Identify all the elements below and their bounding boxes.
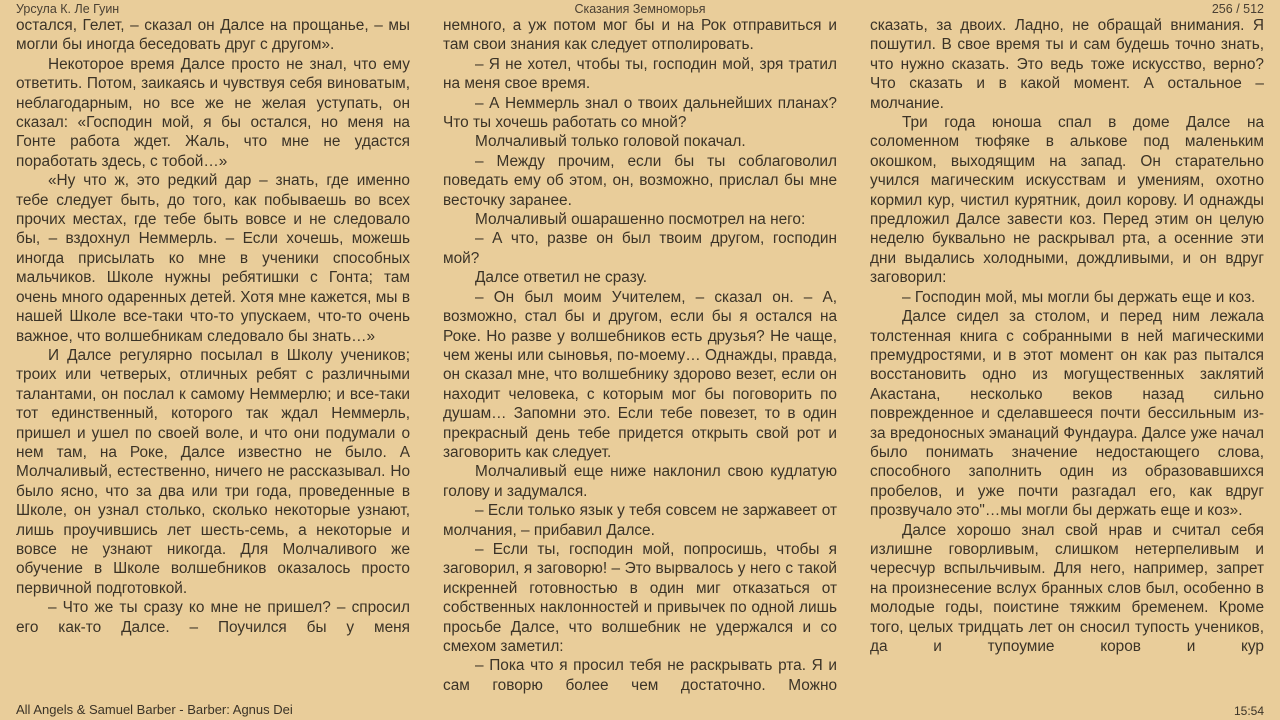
paragraph: Молчаливый еще ниже наклонил свою кудлатую голову и задумался. (443, 463, 837, 500)
paragraph: сказать, за двоих. Ладно, не обращай внимания. Я пошутил. В свое время ты и сам будешь точно знать, что нужно сказать. Это ведь тоже искусство, верно? Что сказать и в какой момент. А остальное – молчание. (870, 17, 1264, 112)
text-column-2 (443, 16, 837, 694)
paragraph: – Если ты, господин мой, попросишь, чтобы я заговорил, я заговорю! – Это вырвалось у него с такой искренней готовностью в один миг отказаться от собственных наклонностей и привычек по одной лишь просьбе Далсе, что волшебник не удержался и со смехом заметил: (443, 540, 837, 655)
paragraph: – А что, разве он был твоим другом, господин мой? (443, 230, 837, 267)
paragraph: – Что же ты сразу ко мне не пришел? – спросил его как-то Далсе. – Поучился бы у меня (16, 599, 410, 636)
paragraph: Некоторое время Далсе просто не знал, что ему ответить. Потом, заикаясь и чувствуя себя виноватым, неблагодарным, но все же не желая уступать, он сказал: «Господин мой, я бы остался, но меня на Гонте работа ждет. Жаль, что мне не удастся поработать здесь, с тобой…» (16, 55, 410, 170)
text-column-1 (16, 16, 410, 680)
paragraph: – Я не хотел, чтобы ты, господин мой, зря тратил на меня свое время. (443, 55, 837, 93)
paragraph: Три года юноша спал в доме Далсе на соломенном тюфяке в алькове под маленьким окошком, выходящим на запад. Он старательно учился магическим искусствам и умениям, охотно кормил кур, чистил курятник, доил корову. И однажды предложил Далсе завести коз. Перед этим он целую неделю буквально не раскрывал рта, а осенние эти дни выдались холодными, дождливыми, и он вдруг заговорил: (870, 114, 1264, 287)
paragraph: – Пока что я просил тебя не раскрывать рта. Я и сам говорю более чем достаточно. Можно (443, 657, 837, 694)
text-column-3 (870, 16, 1264, 680)
paragraph: И Далсе регулярно посылал в Школу учеников; троих или четверых, отличных ребят с различными талантами, он послал к самому Неммерлю; и все-таки тот единственный, которого так ждал Неммерль, пришел и ушел по своей воле, и что они подумали о нем там, на Роке, Далсе известно не было. А Молчаливый, естественно, ничего не рассказывал. Но было ясно, что за два или три года, проведенные в Школе, он узнал столько, сколько некоторые узнают, лишь проучившись лет шесть-семь, а некоторые и вовсе не узнают никогда. Для Молчаливого же обучение в Школе волшебников оказалось просто первичной подготовкой. (16, 346, 410, 597)
paragraph: остался, Гелет, – сказал он Далсе на прощанье, – мы могли бы иногда беседовать друг с другом». (16, 17, 410, 54)
paragraph: – Господин мой, мы могли бы держать еще и коз. (902, 288, 1256, 306)
paragraph: – Если только язык у тебя совсем не заржавеет от молчания, – прибавил Далсе. (443, 502, 837, 539)
reader-footer (0, 700, 1280, 720)
paragraph: Далсе ответил не сразу. (475, 269, 648, 287)
book-author: Урсула К. Ле Гуин (16, 2, 120, 16)
clock: 15:54 (1233, 704, 1264, 718)
paragraph: Молчаливый только головой покачал. (475, 133, 746, 151)
book-title: Сказания Земноморья (574, 2, 706, 16)
paragraph: – А Неммерль знал о твоих дальнейших планах? Что ты хочешь работать со мной? (443, 94, 837, 132)
paragraph: Далсе хорошо знал свой нрав и считал себя излишне говорливым, слишком нетерпеливым и чересчур вспыльчивым. Для него, например, запрет на произнесение вслух бранных слов был, особенно в молодые годы, поистине тяжким бременем. Кроме того, целых тридцать лет он сносил тупость учеников, да и тупоумие коров и кур (870, 521, 1264, 655)
page-indicator: 256 / 512 (1211, 2, 1264, 16)
paragraph: «Ну что ж, это редкий дар – знать, где именно тебе следует быть, до того, как побываешь во всех прочих местах, где тебе быть вовсе и не следовало бы, – вздохнул Неммерль. – Если хочешь, можешь иногда присылать ко мне в ученики способных мальчиков. Школе нужны ребятишки с Гонта; там очень много одаренных детей. Хотя мне кажется, мы в нашей Школе все-таки что-то упускаем, что-то очень важное, что волшебникам следовало бы знать…» (16, 172, 410, 345)
paragraph: – Он был моим Учителем, – сказал он. – А, возможно, стал бы и другом, если бы я остался на Роке. Но разве у волшебников есть друзья? Не чаще, чем жены или сыновья, по-моему… Однажды, правда, он сказал мне, что волшебнику здорово везет, если он находит человека, с которым мог бы поговорить по душам… Запомни это. Если тебе повезет, то в один прекрасный день тебе придется открыть свой рот и заговорить как следует. (443, 288, 837, 461)
paragraph: немного, а уж потом мог бы и на Рок отправиться и там свои знания как следует отполировать. (443, 17, 837, 54)
page-content[interactable] (16, 16, 1264, 694)
paragraph: Далсе сидел за столом, и перед ним лежала толстенная книга с собранными в ней магическими премудростями, и в этот момент он как раз пытался восстановить одно из могущественных заклятий Акастана, несколько веков назад сильно поврежденное и сделавшееся почти бессильным из-за вредоносных эманаций Фундаура. Далсе уже начал было понимать значение недостающего слова, способного заполнить один из образовавшихся пробелов, и уже почти разгадал его, как вдруг прозвучало это"…мы могли бы держать еще и коз». (870, 308, 1264, 520)
paragraph: – Между прочим, если бы ты соблаговолил поведать ему об этом, он, возможно, прислал бы мне весточку заранее. (443, 152, 837, 209)
paragraph: Молчаливый ошарашенно посмотрел на него: (475, 211, 806, 229)
now-playing-track[interactable]: All Angels & Samuel Barber - Barber: Agnus Dei (16, 702, 293, 717)
